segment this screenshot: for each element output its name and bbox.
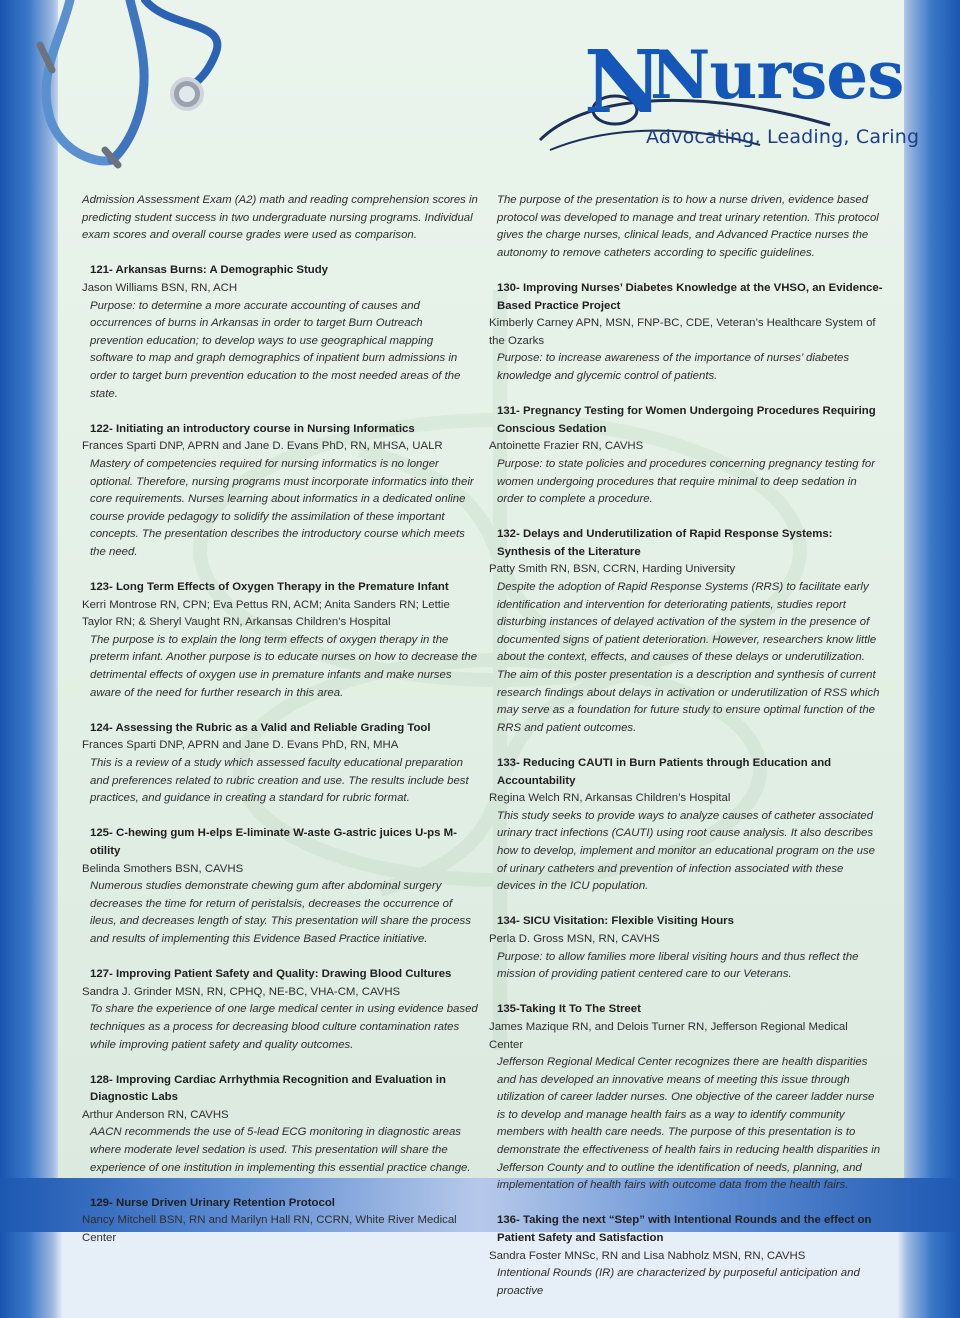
abstract-125 [82, 825, 478, 948]
abstract-body: To share the experience of one large medical center in using evidence based techniques as a process for decreasing blood culture contamination rates while improving patient safety and quality outcomes. [90, 1003, 478, 1051]
abstract-128 [82, 1072, 478, 1178]
abstract-124 [82, 720, 478, 808]
abstract-body: This is a review of a study which assessed faculty educational preparation and preferences related to rubric creation and use. The results include best practices, and guidance in creating a standard for rubric format. [90, 757, 469, 805]
abstract-title: 121- Arkansas Burns: A Demographic Study [90, 264, 329, 277]
abstract-body: Despite the adoption of Rapid Response Systems (RRS) to facilitate early identification and intervention for deteriorating patients, studies report disturbing instances of delayed activation of the system in the presence of documented signs of patient deterioration. However, researchers know little about the context, effects, and causes of these delays or underutilization. The aim of this poster presentation is a description and synthesis of current research findings about delays in activation or underutilization of RSS which may serve as a foundation for future study to ensure optimal function of the RRS and patient outcomes. [497, 581, 880, 734]
abstract-title: 132- Delays and Underutilization of Rapid Response Systems: Synthesis of the Literature [497, 528, 833, 558]
abstract-title: 122- Initiating an introductory course in Nursing Informatics [90, 422, 415, 435]
abstract-authors: Antoinette Frazier RN, CAVHS [489, 440, 644, 453]
abstract-authors: Kerri Montrose RN, CPN; Eva Pettus RN, ACM; Anita Sanders RN; Lettie Taylor RN; & Sheryl Vaught RN, Arkansas Children’s Hospital [82, 598, 450, 629]
abstract-body: Jefferson Regional Medical Center recognizes there are health disparities and has developed an innovative means of meeting this issue through utilization of career ladder nurses. One objective of the career ladder nurse is to develop and manage health fairs as a way to identify community members with health care needs. The purpose of this presentation is to demonstrate the effectiveness of health fairs in reducing health disparities in Jefferson County and to outline the identification of needs, planning, and implementation of health fairs with outcome data from the health fairs. [497, 1056, 881, 1192]
abstract-135 [489, 1001, 885, 1195]
abstract-title: 134- SICU Visitation: Flexible Visiting Hours [497, 915, 734, 928]
left-intro-text: Admission Assessment Exam (A2) math and reading comprehension scores in predicting student success in two undergraduate nursing programs. Individual exam scores and overall course grades were used as comparison. [82, 194, 478, 242]
abstract-130 [489, 280, 885, 386]
abstract-authors: Sandra J. Grinder MSN, RN, CPHQ, NE-BC, VHA-CM, CAVHS [82, 985, 401, 998]
abstract-authors: Arthur Anderson RN, CAVHS [82, 1108, 229, 1121]
abstract-121 [82, 262, 478, 403]
logo-tagline: Advocating, Leading, Caring [646, 126, 920, 148]
abstract-131 [489, 403, 885, 509]
abstract-title: 130- Improving Nurses’ Diabetes Knowledge at the VHSO, an Evidence-Based Practice Project [497, 281, 883, 312]
abstract-authors: Nancy Mitchell BSN, RN and Marilyn Hall RN, CCRN, White River Medical Center [82, 1214, 457, 1245]
abstract-title: 133- Reducing CAUTI in Burn Patients through Education and Accountability [497, 757, 832, 787]
abstract-body: Purpose: to state policies and procedures concerning pregnancy testing for women undergoing procedures that require minimal to deep sedation in order to complete a procedure. [497, 457, 876, 506]
abstract-132 [489, 526, 885, 737]
abstract-title: 125- C-hewing gum H-elps E-liminate W-aste G-astric juices U-ps M-otility [90, 827, 457, 857]
abstract-body: Purpose: to determine a more accurate accounting of causes and occurrences of burns in Arkansas in order to target Burn Outreach prevention education; to develop ways to use geographical mapping software to map and graph demographics of inpatient burn admissions in order to target burn prevention education to the most needed areas of the state. [90, 299, 461, 400]
abstract-authors: James Mazique RN, and Delois Turner RN, Jefferson Regional Medical Center [489, 1020, 848, 1051]
right-column [489, 192, 885, 1318]
abstract-body: Numerous studies demonstrate chewing gum after abdominal surgery decreases the time for return of peristalsis, decreases the occurrence of ileus, and decreases length of stay. This presentation will share the process and results of implementing this Evidence Based Practice initiative. [90, 880, 471, 945]
abstract-authors: Kimberly Carney APN, MSN, FNP-BC, CDE, Veteran’s Healthcare System of the Ozarks [489, 317, 876, 347]
abstract-134 [489, 913, 885, 983]
left-column [82, 192, 478, 1265]
abstract-body: Mastery of competencies required for nursing informatics is no longer optional. Therefore, nursing programs must incorporate informatics into their core requirements. Nurses learning about informatics in a dedicated online course provide pedagogy to solidify the assimilation of these important concepts. The presentation describes the introductory course which meets the need. [90, 457, 474, 558]
abstract-122 [82, 421, 478, 562]
abstract-authors: Frances Sparti DNP, APRN and Jane D. Evans PhD, RN, MHA [82, 739, 399, 752]
abstract-title: 136- Taking the next “Step” with Intentional Rounds and the effect on Patient Safety and Satisfaction [497, 1214, 872, 1245]
abstract-129 [82, 1195, 478, 1248]
abstract-title: 123- Long Term Effects of Oxygen Therapy in the Premature Infant [90, 581, 449, 594]
abstract-title: 131- Pregnancy Testing for Women Undergoing Procedures Requiring Conscious Sedation [497, 405, 876, 435]
abstract-body: Purpose: to allow families more liberal visiting hours and thus reflect the mission of providing patient centered care to our Veterans. [497, 950, 859, 981]
abstract-authors: Perla D. Gross MSN, RN, CAVHS [489, 932, 660, 945]
abstract-authors: Patty Smith RN, BSN, CCRN, Harding University [489, 563, 736, 576]
abstract-authors: Belinda Smothers BSN, CAVHS [82, 862, 244, 875]
abstract-136 [489, 1212, 885, 1300]
abstract-title: 135-Taking It To The Street [497, 1003, 641, 1016]
abstract-body: Purpose: to increase awareness of the importance of nurses’ diabetes knowledge and glycemic control of patients. [497, 352, 850, 382]
abstract-title: 128- Improving Cardiac Arrhythmia Recognition and Evaluation in Diagnostic Labs [90, 1073, 446, 1104]
abstract-title: 129- Nurse Driven Urinary Retention Protocol [90, 1196, 335, 1209]
abstract-authors: Jason Williams BSN, RN, ACH [82, 281, 238, 294]
abstract-body: AACN recommends the use of 5-lead ECG monitoring in diagnostic areas where moderate level sedation is used. This presentation will share the experience of one institution in implementing this essential practice change. [90, 1126, 471, 1174]
abstract-body: The purpose is to explain the long term effects of oxygen therapy in the preterm infant. Another purpose is to educate nurses on how to decrease the detrimental effects of oxygen use in premature infants and make nurses aware of the need for further research in this area. [90, 633, 478, 699]
stethoscope-icon [0, 0, 270, 185]
abstract-133 [489, 755, 885, 896]
logo-letter-n: N [584, 32, 663, 133]
abstract-title: 124- Assessing the Rubric as a Valid and Reliable Grading Tool [90, 721, 431, 734]
abstract-123 [82, 579, 478, 702]
right-intro-text: The purpose of the presentation is to how a nurse driven, evidence based protocol was developed to manage and treat urinary retention. This protocol gives the charge nurses, clinical leads, and Advanced Practice nurses the autonomy to remove catheters according to specific guidelines. [497, 194, 879, 259]
abstract-body: This study seeks to provide ways to analyze causes of catheter associated urinary tract infections (CAUTI) using root cause analysis. It also describes how to develop, implement and monitor an educational program on the use of urinary catheters and prevention of infection associated with these devices in the ICU population. [497, 809, 876, 893]
logo-wordmark: Nurses [650, 36, 904, 114]
abstract-body: Intentional Rounds (IR) are characterized by purposeful anticipation and proactive [497, 1267, 860, 1297]
abstract-title: 127- Improving Patient Safety and Quality: Drawing Blood Cultures [90, 968, 452, 981]
abstract-authors: Sandra Foster MNSc, RN and Lisa Nabholz MSN, RN, CAVHS [489, 1249, 806, 1262]
abstract-authors: Frances Sparti DNP, APRN and Jane D. Evans PhD, RN, MHSA, UALR [82, 440, 443, 453]
abstract-authors: Regina Welch RN, Arkansas Children’s Hospital [489, 792, 731, 805]
abstract-127 [82, 966, 478, 1054]
